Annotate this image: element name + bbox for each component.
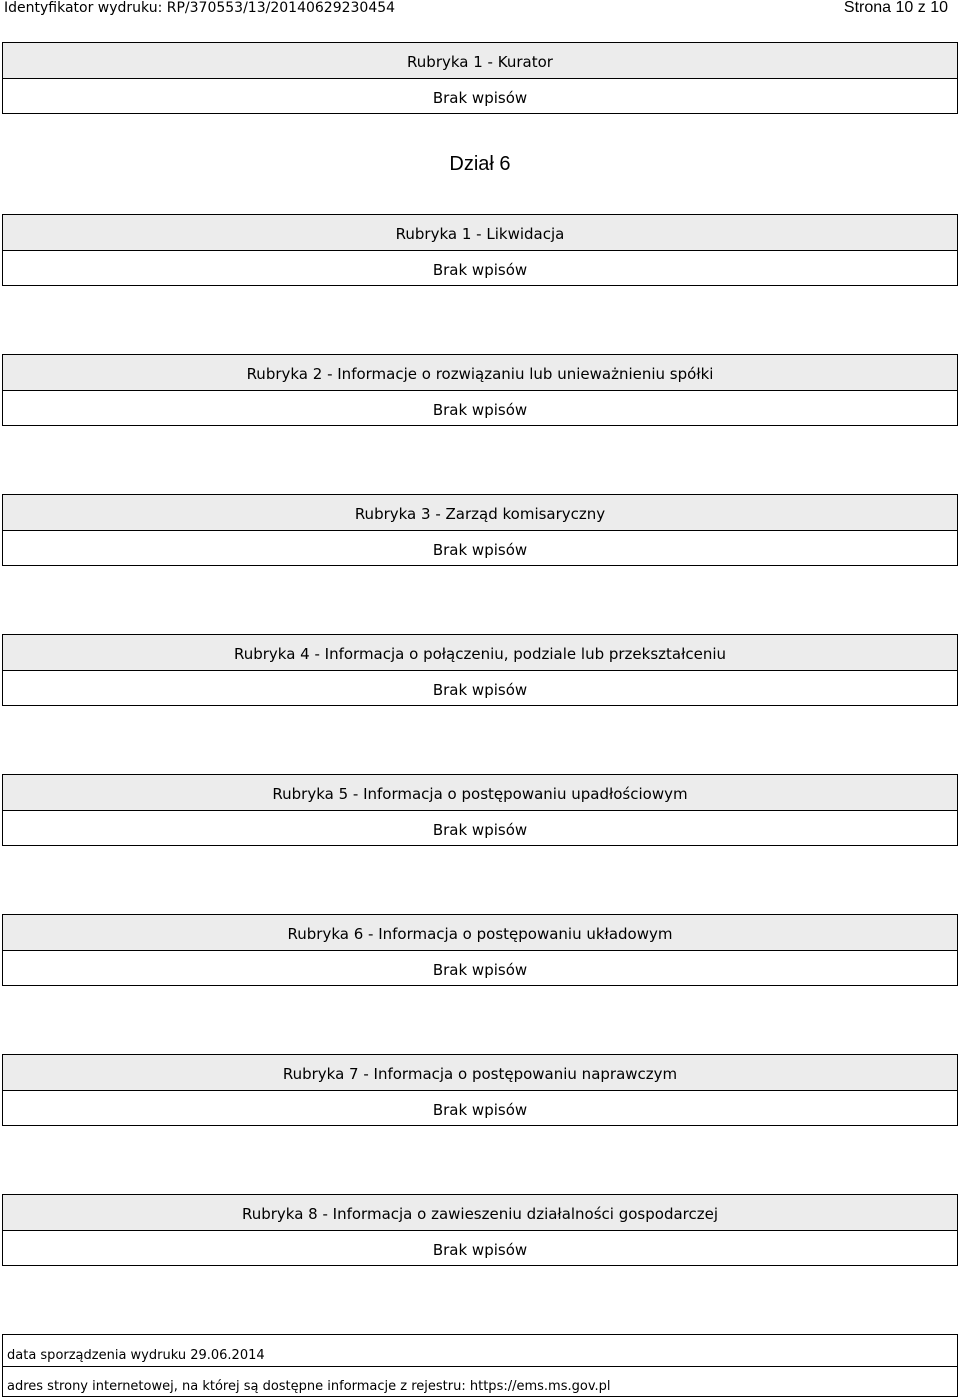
rubric-2: [2, 354, 958, 426]
rubric-content: Brak wpisów: [432, 1241, 528, 1259]
rubric-content: Brak wpisów: [432, 1101, 528, 1119]
rubric-3: [2, 494, 958, 566]
rubric-6: [2, 914, 958, 986]
rubric-content: Brak wpisów: [432, 401, 528, 419]
footer-address: adres strony internetowej, na której są dostępne informacje z rejestru: https://ems.ms.gov.pl: [3, 1366, 957, 1397]
rubric-content: Brak wpisów: [432, 961, 528, 979]
page-number: Strona 10 z 10: [843, 0, 948, 16]
rubric-content: Brak wpisów: [432, 89, 528, 107]
rubric-title: Rubryka 1 - Likwidacja: [3, 215, 957, 251]
rubric-title: Rubryka 3 - Zarząd komisaryczny: [3, 495, 957, 531]
rubric-title: Rubryka 7 - Informacja o postępowaniu naprawczym: [3, 1055, 957, 1091]
rubric-kurator: [2, 42, 958, 114]
rubric-title: Rubryka 4 - Informacja o połączeniu, podziale lub przekształceniu: [3, 635, 957, 671]
rubric-4: [2, 634, 958, 706]
rubric-8: [2, 1194, 958, 1266]
rubric-content: Brak wpisów: [432, 681, 528, 699]
print-identifier: Identyfikator wydruku: RP/370553/13/20140629230454: [4, 0, 396, 16]
rubric-title: Rubryka 6 - Informacja o postępowaniu układowym: [3, 915, 957, 951]
rubric-content: Brak wpisów: [432, 821, 528, 839]
rubric-content: Brak wpisów: [432, 261, 528, 279]
rubric-title: Rubryka 8 - Informacja o zawieszeniu działalności gospodarczej: [3, 1195, 957, 1231]
section-title: Dział 6: [449, 153, 511, 175]
rubric-title: Rubryka 5 - Informacja o postępowaniu upadłościowym: [3, 775, 957, 811]
footer: [2, 1334, 958, 1397]
rubric-5: [2, 774, 958, 846]
rubric-title: Rubryka 2 - Informacje o rozwiązaniu lub unieważnieniu spółki: [3, 355, 957, 391]
footer-date: data sporządzenia wydruku 29.06.2014: [7, 1348, 265, 1363]
rubric-7: [2, 1054, 958, 1126]
rubric-content: Brak wpisów: [432, 541, 528, 559]
rubric-title: Rubryka 1 - Kurator: [3, 43, 957, 79]
rubric-1: [2, 214, 958, 286]
